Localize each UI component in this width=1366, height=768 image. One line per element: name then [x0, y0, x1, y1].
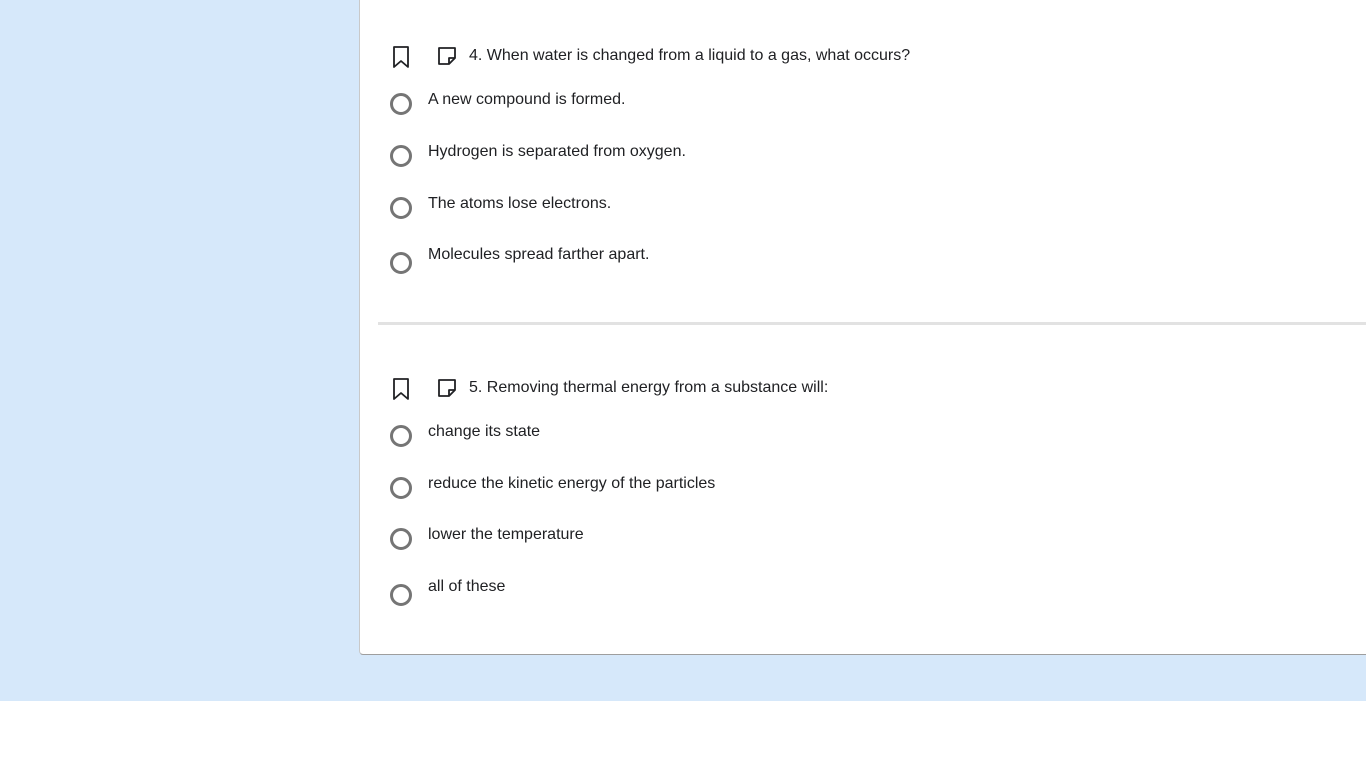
question-text — [469, 379, 828, 397]
option-label: Molecules spread farther apart. — [428, 246, 650, 263]
answer-option[interactable] — [388, 195, 1088, 225]
question-header — [360, 45, 1260, 73]
quiz-card — [359, 0, 1366, 655]
radio-button[interactable] — [390, 145, 412, 167]
radio-button[interactable] — [390, 93, 412, 115]
answer-option[interactable] — [388, 423, 1088, 453]
option-label: The atoms lose electrons. — [428, 195, 612, 212]
option-label: lower the temperature — [428, 526, 584, 543]
radio-button[interactable] — [390, 528, 412, 550]
option-label: all of these — [428, 578, 506, 595]
radio-button[interactable] — [390, 197, 412, 219]
question-prompt: When water is changed from a liquid to a gas, what occurs? — [486, 47, 911, 64]
radio-button[interactable] — [390, 252, 412, 274]
option-label: Hydrogen is separated from oxygen. — [428, 143, 686, 160]
question-number: 5. — [469, 379, 483, 396]
question-number: 4. — [469, 47, 483, 64]
question-text — [469, 47, 910, 65]
answer-option[interactable] — [388, 246, 1088, 276]
radio-button[interactable] — [390, 584, 412, 606]
bookmark-icon[interactable] — [390, 377, 412, 401]
question-divider — [378, 322, 1366, 325]
radio-button[interactable] — [390, 425, 412, 447]
answer-option[interactable] — [388, 526, 1088, 556]
bookmark-icon[interactable] — [390, 45, 412, 69]
answer-option[interactable] — [388, 143, 1088, 173]
answer-option[interactable] — [388, 91, 1088, 121]
option-label: reduce the kinetic energy of the particles — [428, 475, 716, 492]
question-prompt: Removing thermal energy from a substance will: — [486, 379, 829, 396]
answer-option[interactable] — [388, 475, 1088, 505]
option-label: change its state — [428, 423, 541, 440]
radio-button[interactable] — [390, 477, 412, 499]
note-icon[interactable] — [436, 45, 458, 69]
question-header — [360, 377, 1260, 405]
answer-option[interactable] — [388, 578, 1088, 608]
note-icon[interactable] — [436, 377, 458, 401]
option-label: A new compound is formed. — [428, 91, 626, 108]
